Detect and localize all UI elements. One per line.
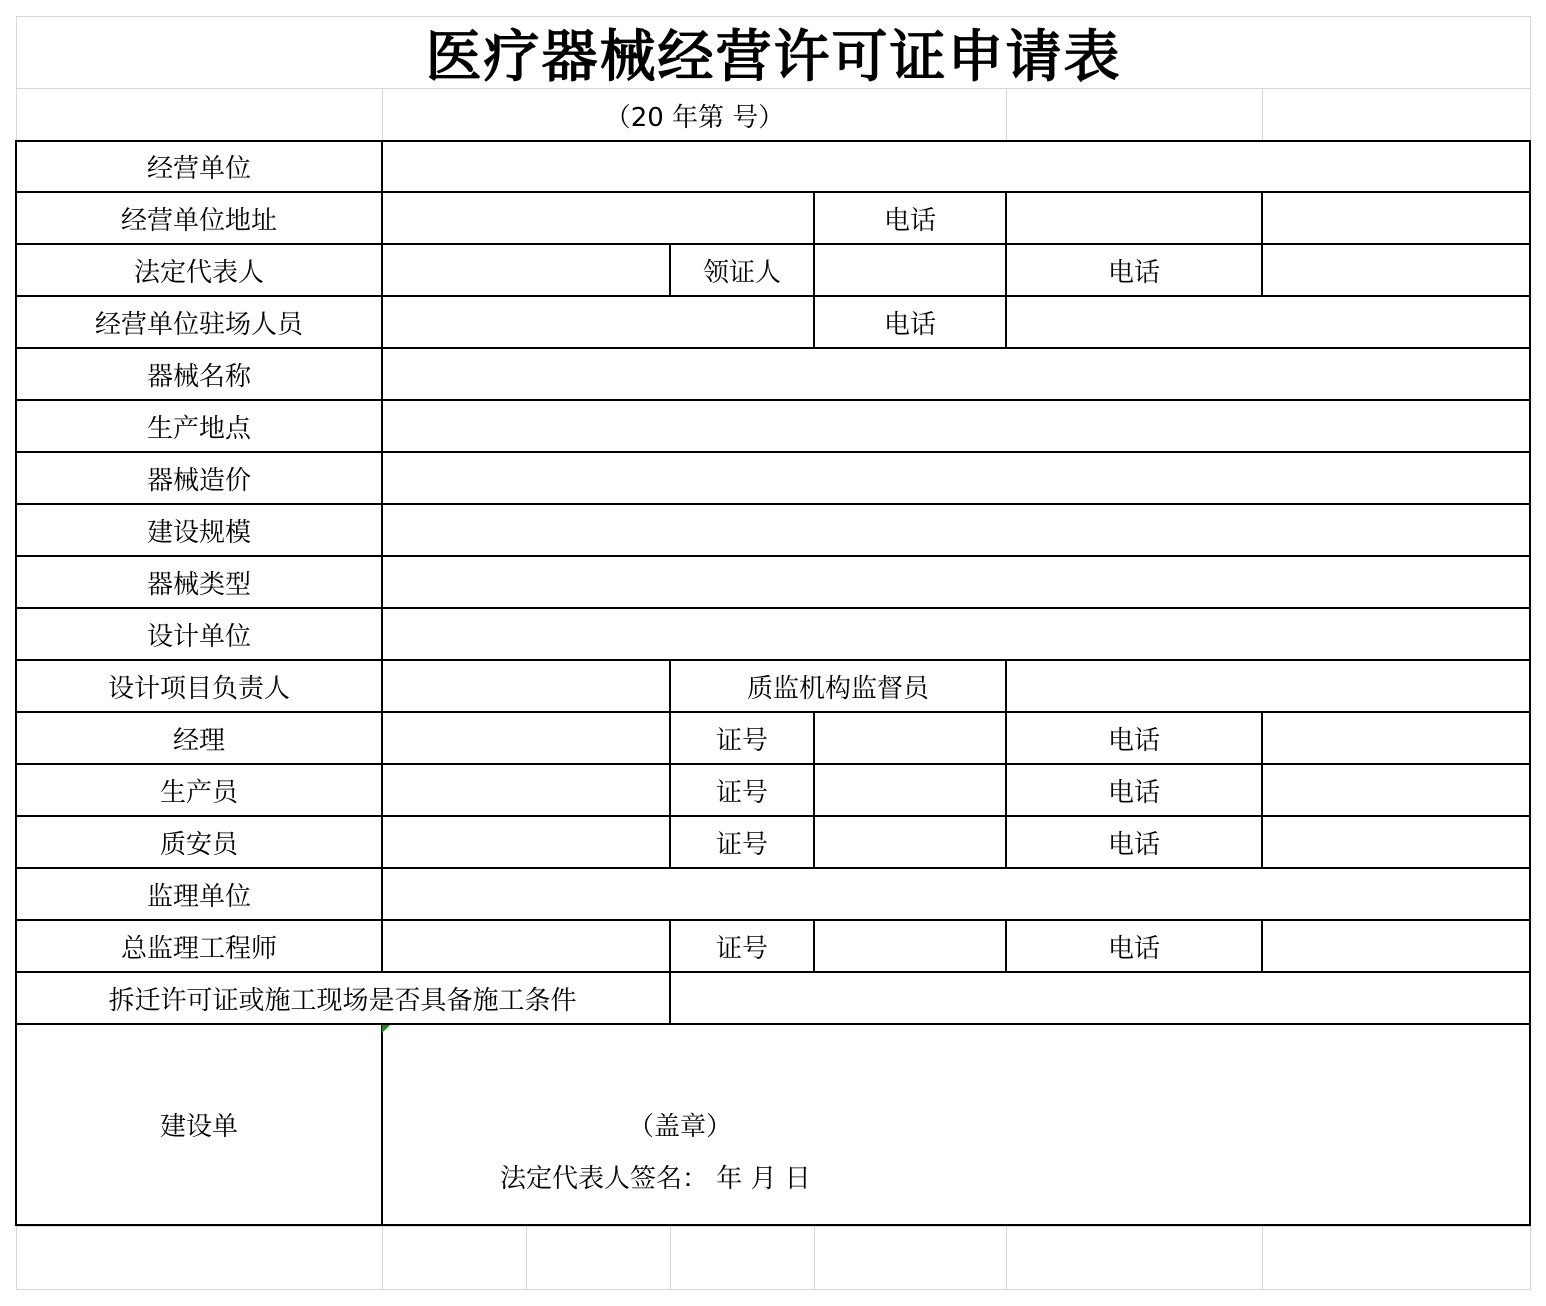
label-onsite-staff: 经营单位驻场人员 <box>94 310 303 340</box>
safety-officer-field[interactable] <box>383 817 669 868</box>
label-phone: 电话 <box>1107 258 1160 288</box>
cert-no-field[interactable] <box>815 765 1005 816</box>
label-device-cost: 器械造价 <box>146 466 251 496</box>
label-legal-rep: 法定代表人 <box>133 258 264 288</box>
grid-cell <box>526 1226 671 1290</box>
label-license-receiver: 领证人 <box>702 258 781 288</box>
phone-field[interactable] <box>1263 817 1529 868</box>
phone-field[interactable] <box>1263 921 1529 972</box>
label-production-site: 生产地点 <box>146 414 251 444</box>
manager-field[interactable] <box>383 713 669 764</box>
table-border <box>16 1224 1531 1226</box>
business-address-field[interactable] <box>383 193 813 244</box>
design-unit-field[interactable] <box>383 609 1529 660</box>
device-cost-field[interactable] <box>383 453 1529 504</box>
grid-cell <box>814 1226 1007 1290</box>
label-device-name: 器械名称 <box>146 362 251 392</box>
label-cert-no: 证号 <box>715 830 768 860</box>
grid-cell <box>16 88 383 141</box>
supervision-unit-field[interactable] <box>383 869 1529 920</box>
stamp-label: （盖章） <box>627 1111 732 1142</box>
label-qs-supervisor: 质监机构监督员 <box>746 674 929 704</box>
label-producer: 生产员 <box>159 778 238 808</box>
legal-rep-field[interactable] <box>383 245 669 296</box>
grid-cell <box>670 1226 815 1290</box>
label-cert-no: 证号 <box>715 934 768 964</box>
phone-field[interactable] <box>1263 713 1529 764</box>
label-design-unit: 设计单位 <box>146 622 251 652</box>
label-demolition: 拆迁许可证或施工现场是否具备施工条件 <box>108 986 577 1016</box>
phone-field-extra[interactable] <box>1263 193 1529 244</box>
grid-cell <box>1262 1226 1531 1290</box>
label-phone: 电话 <box>883 310 936 340</box>
demolition-field[interactable] <box>671 973 1529 1024</box>
table-border <box>1529 140 1531 1226</box>
license-receiver-field[interactable] <box>815 245 1005 296</box>
grid-cell <box>1006 88 1263 141</box>
label-safety-officer: 质安员 <box>159 830 238 860</box>
label-device-type: 器械类型 <box>146 570 251 600</box>
label-cert-no: 证号 <box>715 778 768 808</box>
chief-engineer-field[interactable] <box>383 921 669 972</box>
phone-field[interactable] <box>1263 245 1529 296</box>
label-business-address: 经营单位地址 <box>120 206 277 236</box>
label-phone: 电话 <box>1107 778 1160 808</box>
label-business-unit: 经营单位 <box>146 154 251 184</box>
grid-cell <box>1006 1226 1263 1290</box>
label-supervision-unit: 监理单位 <box>146 882 251 912</box>
label-build-scale: 建设规模 <box>146 518 251 548</box>
label-cert-no: 证号 <box>715 726 768 756</box>
design-lead-field[interactable] <box>383 661 669 712</box>
grid-cell <box>382 1226 527 1290</box>
device-type-field[interactable] <box>383 557 1529 608</box>
form-number: （20 年第 号） <box>604 102 785 133</box>
production-site-field[interactable] <box>383 401 1529 452</box>
qs-supervisor-field[interactable] <box>1007 661 1529 712</box>
label-design-lead: 设计项目负责人 <box>107 674 290 704</box>
phone-field[interactable] <box>1007 297 1529 348</box>
form-title: 医疗器械经营许可证申请表 <box>425 25 1122 90</box>
phone-field[interactable] <box>1007 193 1261 244</box>
device-name-field[interactable] <box>383 349 1529 400</box>
cell-comment-marker <box>382 1025 390 1033</box>
cert-no-field[interactable] <box>815 713 1005 764</box>
grid-cell <box>16 1226 383 1290</box>
label-manager: 经理 <box>172 726 225 756</box>
signature-line: 法定代表人签名： 年 月 日 <box>500 1163 811 1194</box>
grid-cell <box>1262 88 1531 141</box>
label-phone: 电话 <box>1107 934 1160 964</box>
label-phone: 电话 <box>883 206 936 236</box>
onsite-staff-field[interactable] <box>383 297 813 348</box>
cert-no-field[interactable] <box>815 817 1005 868</box>
phone-field[interactable] <box>1263 765 1529 816</box>
build-scale-field[interactable] <box>383 505 1529 556</box>
cert-no-field[interactable] <box>815 921 1005 972</box>
business-unit-field[interactable] <box>383 141 1529 192</box>
label-chief-engineer: 总监理工程师 <box>120 934 277 964</box>
label-phone: 电话 <box>1107 726 1160 756</box>
label-construction-unit: 建设单 <box>159 1112 238 1142</box>
label-phone: 电话 <box>1107 830 1160 860</box>
producer-field[interactable] <box>383 765 669 816</box>
